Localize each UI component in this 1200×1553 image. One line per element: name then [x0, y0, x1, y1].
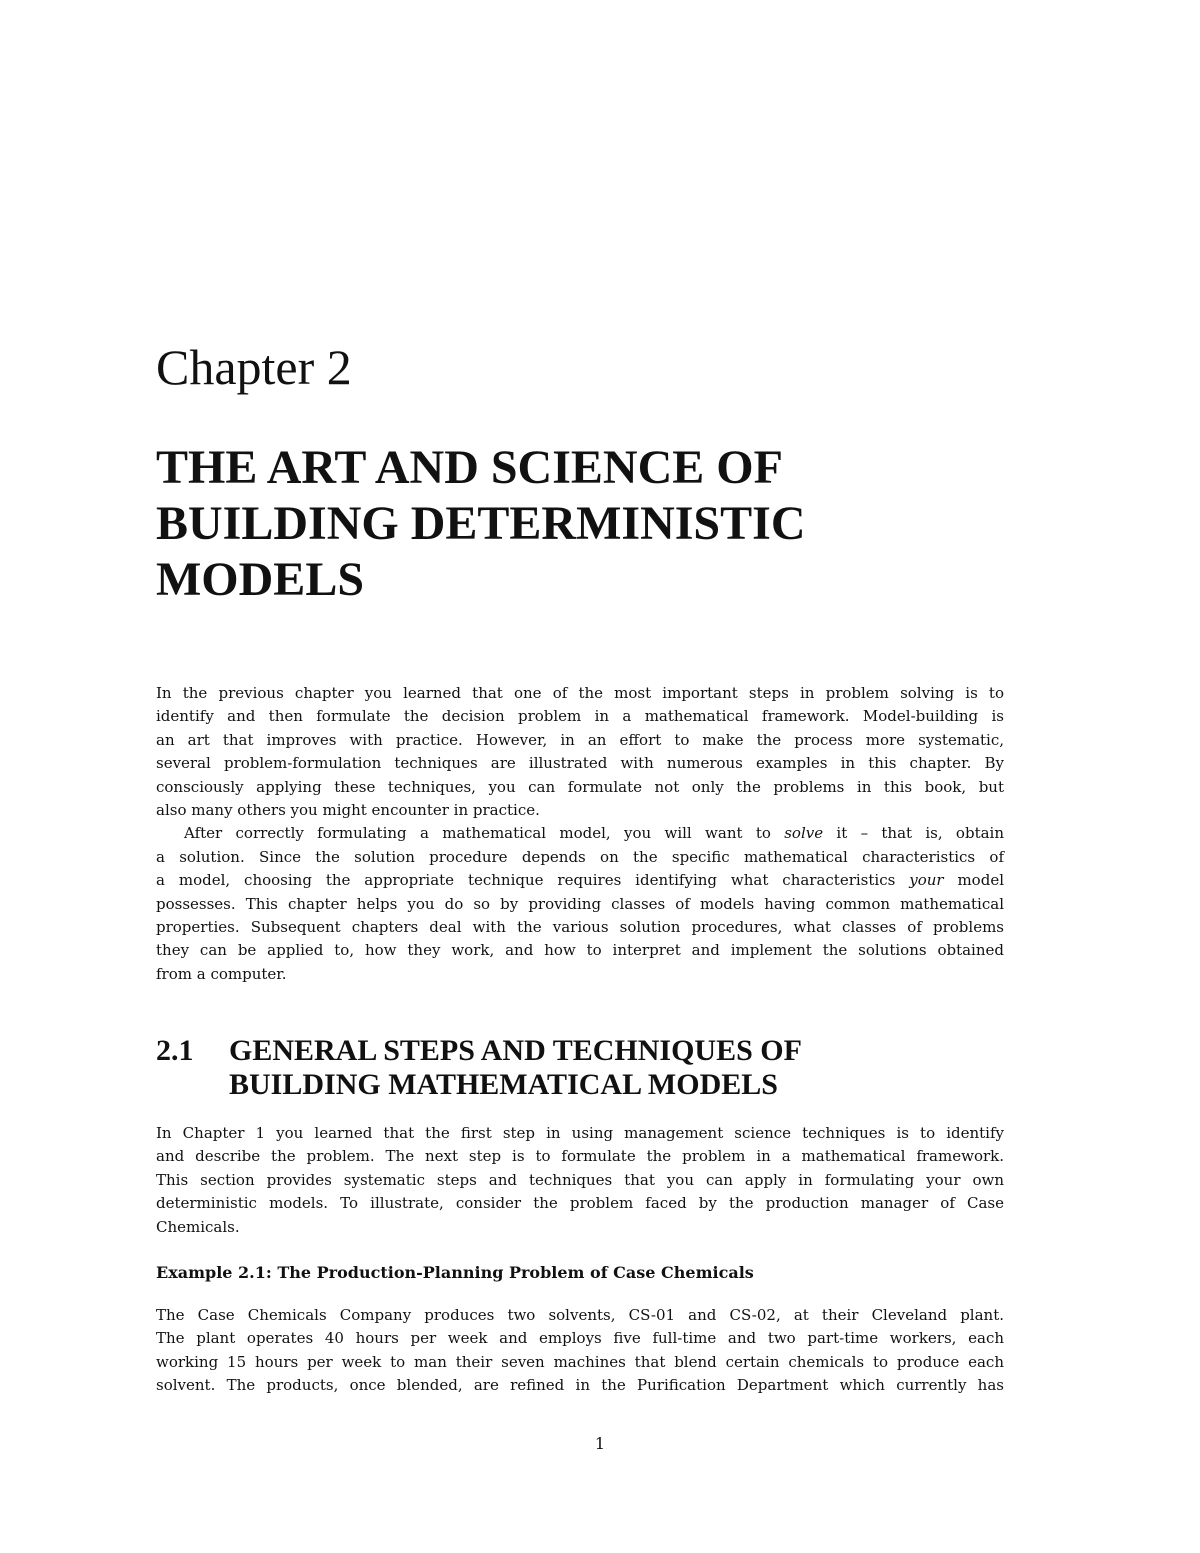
intro-text: [156, 682, 1004, 986]
example-body-line: The Case Chemicals Company produces two solvents, CS-01 and CS-02, at their Cleveland plant.: [156, 1306, 1004, 1324]
chapter-title: [156, 440, 1036, 608]
section-body-line: deterministic models. To illustrate, consider the problem faced by the production manager of Case: [156, 1194, 1004, 1213]
section-body-line: Chemicals.: [156, 1217, 240, 1236]
example-body-line: working 15 hours per week to man their seven machines that blend certain chemicals to produce each: [156, 1352, 1004, 1371]
chapter-title-line: THE ART AND SCIENCE OF: [156, 441, 783, 494]
intro-p2-line: they can be applied to, how they work, and how to interpret and implement the solutions obtained: [156, 941, 1004, 960]
section-number: 2.1: [156, 1034, 194, 1067]
intro-p2-line: [156, 822, 1004, 845]
page-number: 1: [594, 1434, 606, 1453]
section-body-line: This section provides systematic steps and techniques that you can apply in formulating your own: [156, 1170, 1004, 1189]
intro-p1-line: In the previous chapter you learned that one of the most important steps in problem solving is to: [156, 684, 1004, 702]
intro-p2-emphasis: solve: [784, 824, 824, 843]
intro-p2-emphasis: your: [909, 871, 944, 890]
example-body-line: The plant operates 40 hours per week and employs five full-time and two part-time workers, each: [156, 1329, 1004, 1348]
intro-p2-line: properties. Subsequent chapters deal with the various solution procedures, what classes of problems: [156, 918, 1004, 937]
chapter-label: Chapter 2: [156, 339, 352, 395]
intro-p2-text: a model, choosing the appropriate technique requires identifying what characteristics: [156, 871, 910, 890]
intro-p1-line: several problem-formulation techniques are illustrated with numerous examples in this chapter. By: [156, 754, 1004, 773]
section-title-line: GENERAL STEPS AND TECHNIQUES OF: [229, 1034, 802, 1067]
intro-p1-line: consciously applying these techniques, you can formulate not only the problems in this book, but: [156, 777, 1004, 796]
chapter-title-line: MODELS: [156, 553, 365, 606]
intro-p2-text: it – that is, obtain: [823, 824, 1004, 843]
example-text: [156, 1304, 1004, 1398]
section-title-line: BUILDING MATHEMATICAL MODELS: [229, 1068, 778, 1101]
intro-p2-line: from a computer.: [156, 964, 287, 983]
section-title: [229, 1034, 989, 1102]
intro-p1-line: an art that improves with practice. However, in an effort to make the process more systematic,: [156, 730, 1004, 749]
intro-p2-text: After correctly formulating a mathematical model, you will want to: [184, 824, 785, 843]
intro-p2-text: model: [943, 871, 1004, 890]
example-body-line: solvent. The products, once blended, are refined in the Purification Department which currently has: [156, 1376, 1004, 1395]
section-body-line: In Chapter 1 you learned that the first step in using management science techniques is to identify: [156, 1124, 1004, 1142]
intro-p1-line: identify and then formulate the decision problem in a mathematical framework. Model-building is: [156, 707, 1004, 726]
intro-p2-line: [156, 869, 1004, 892]
example-heading: Example 2.1: The Production-Planning Problem of Case Chemicals: [156, 1263, 754, 1282]
intro-p2-line: possesses. This chapter helps you do so by providing classes of models having common mathematical: [156, 894, 1004, 913]
section-text: [156, 1122, 1004, 1239]
intro-p2-line: a solution. Since the solution procedure depends on the specific mathematical characteristics of: [156, 847, 1004, 866]
section-body-line: and describe the problem. The next step is to formulate the problem in a mathematical framework.: [156, 1147, 1004, 1166]
chapter-title-line: BUILDING DETERMINISTIC: [156, 497, 806, 550]
intro-p1-line: also many others you might encounter in practice.: [156, 801, 540, 820]
